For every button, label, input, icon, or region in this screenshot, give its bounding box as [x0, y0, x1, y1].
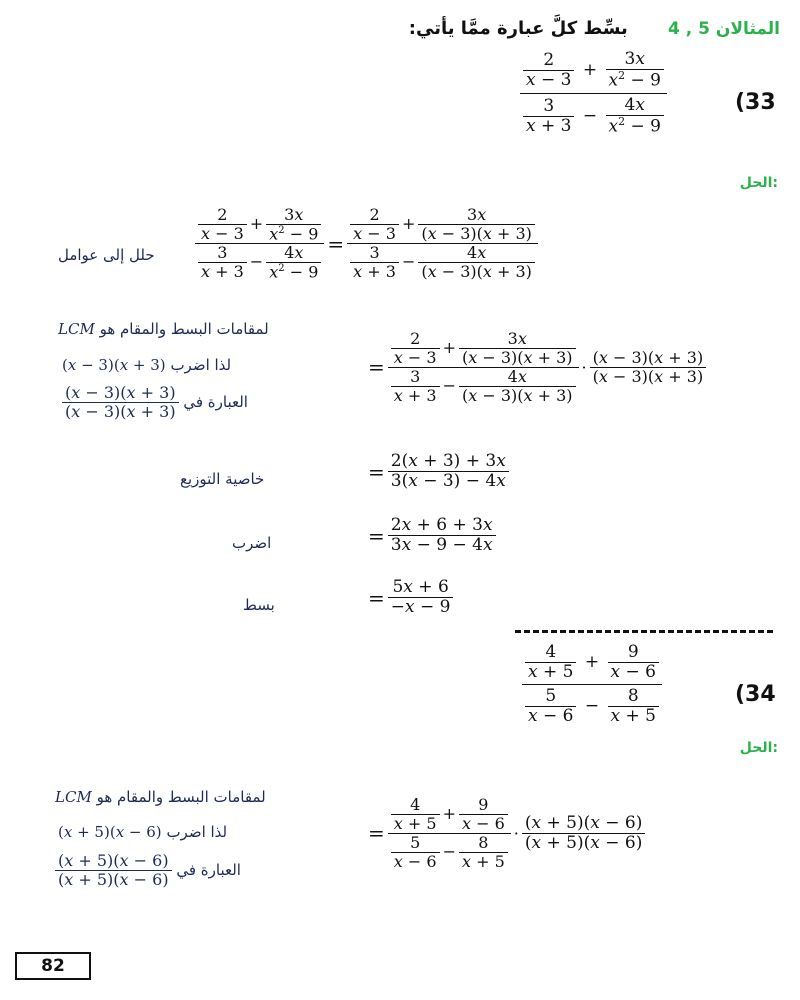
problem-34-solution-label: الحل: [739, 740, 778, 756]
step-factor-equation: $\frac{2}{x - 3}$ + $\frac{3x}{x^2 - 9}$ $\frac{3}{x + 3}$ − $\frac{4x}{x^2 - 9}$ = $\frac{2}{x - 3}$ + $\frac{3x}{(x - 3)(x + 3)}$ $\frac{3}{x + 3}$ − $\frac{4x}{(x - 3)(x + 3)}$ [195, 206, 538, 281]
example-label: المثالان 5 , 4 [667, 19, 780, 39]
step-multiply-equation: = $\frac{2x + 6 + 3x}{3x - 9 - 4x}$ [365, 516, 496, 555]
problem-33-solution-label: الحل: [739, 175, 778, 191]
step-lcm-equation: = $\frac{2}{x - 3}$ + $\frac{3x}{(x - 3)(x + 3)}$ $\frac{3}{x + 3}$ − $\frac{4x}{(x - 3)(x + 3)}$ · $\frac{(x - 3)(x + 3)}{(x - 3)(x + 3)}$ [365, 330, 706, 405]
simplify-note: بسط [243, 596, 275, 614]
distributive-note: خاصية التوزيع [180, 470, 265, 488]
multiply-note: اضرب [232, 534, 272, 552]
page-number: 82 [41, 956, 65, 976]
example-header [409, 18, 780, 39]
problem-33-number: (33 [735, 90, 776, 115]
problem-34-number: (34 [735, 682, 776, 707]
dashed-separator [515, 630, 773, 633]
lcm-note-line2: (x − 3)(x + 3) لذا اضرب [62, 356, 232, 374]
step-factor-note: حلل إلى عوامل [58, 246, 155, 264]
lcm34-note-line2: (x + 5)(x − 6) لذا اضرب [58, 823, 228, 841]
step-distribute-equation: = $\frac{2(x + 3) + 3x}{3(x - 3) - 4x}$ [365, 452, 509, 491]
step-simplify-equation: = $\frac{5x + 6}{-x - 9}$ [365, 578, 453, 617]
lcm-note-line1: LCM لمقامات البسط والمقام هو [58, 320, 269, 338]
exercise-title: بسِّط كلَّ عبارة ممَّا يأتي: [408, 18, 628, 39]
problem-33-expression: $\frac{2}{x - 3}$ + $\frac{3x}{x^2 - 9}$ $\frac{3}{x + 3}$ − $\frac{4x}{x^2 - 9}$ [520, 50, 667, 136]
problem-34-expression: $\frac{4}{x + 5}$ + $\frac{9}{x - 6}$ $\frac{5}{x - 6}$ − $\frac{8}{x + 5}$ [522, 643, 662, 726]
page-number-box [15, 952, 91, 980]
step-lcm34-equation: = $\frac{4}{x + 5}$ + $\frac{9}{x - 6}$ $\frac{5}{x - 6}$ − $\frac{8}{x + 5}$ · $\frac{(x + 5)(x - 6)}{(x + 5)(x - 6)}$ [365, 796, 645, 871]
lcm34-note-line1: LCM لمقامات البسط والمقام هو [55, 788, 266, 806]
lcm34-note-line3: $\frac{(x + 5)(x - 6)}{(x + 5)(x - 6)}$ العبارة في [55, 852, 241, 889]
lcm-note-line3: $\frac{(x - 3)(x + 3)}{(x - 3)(x + 3)}$ العبارة في [62, 384, 248, 421]
